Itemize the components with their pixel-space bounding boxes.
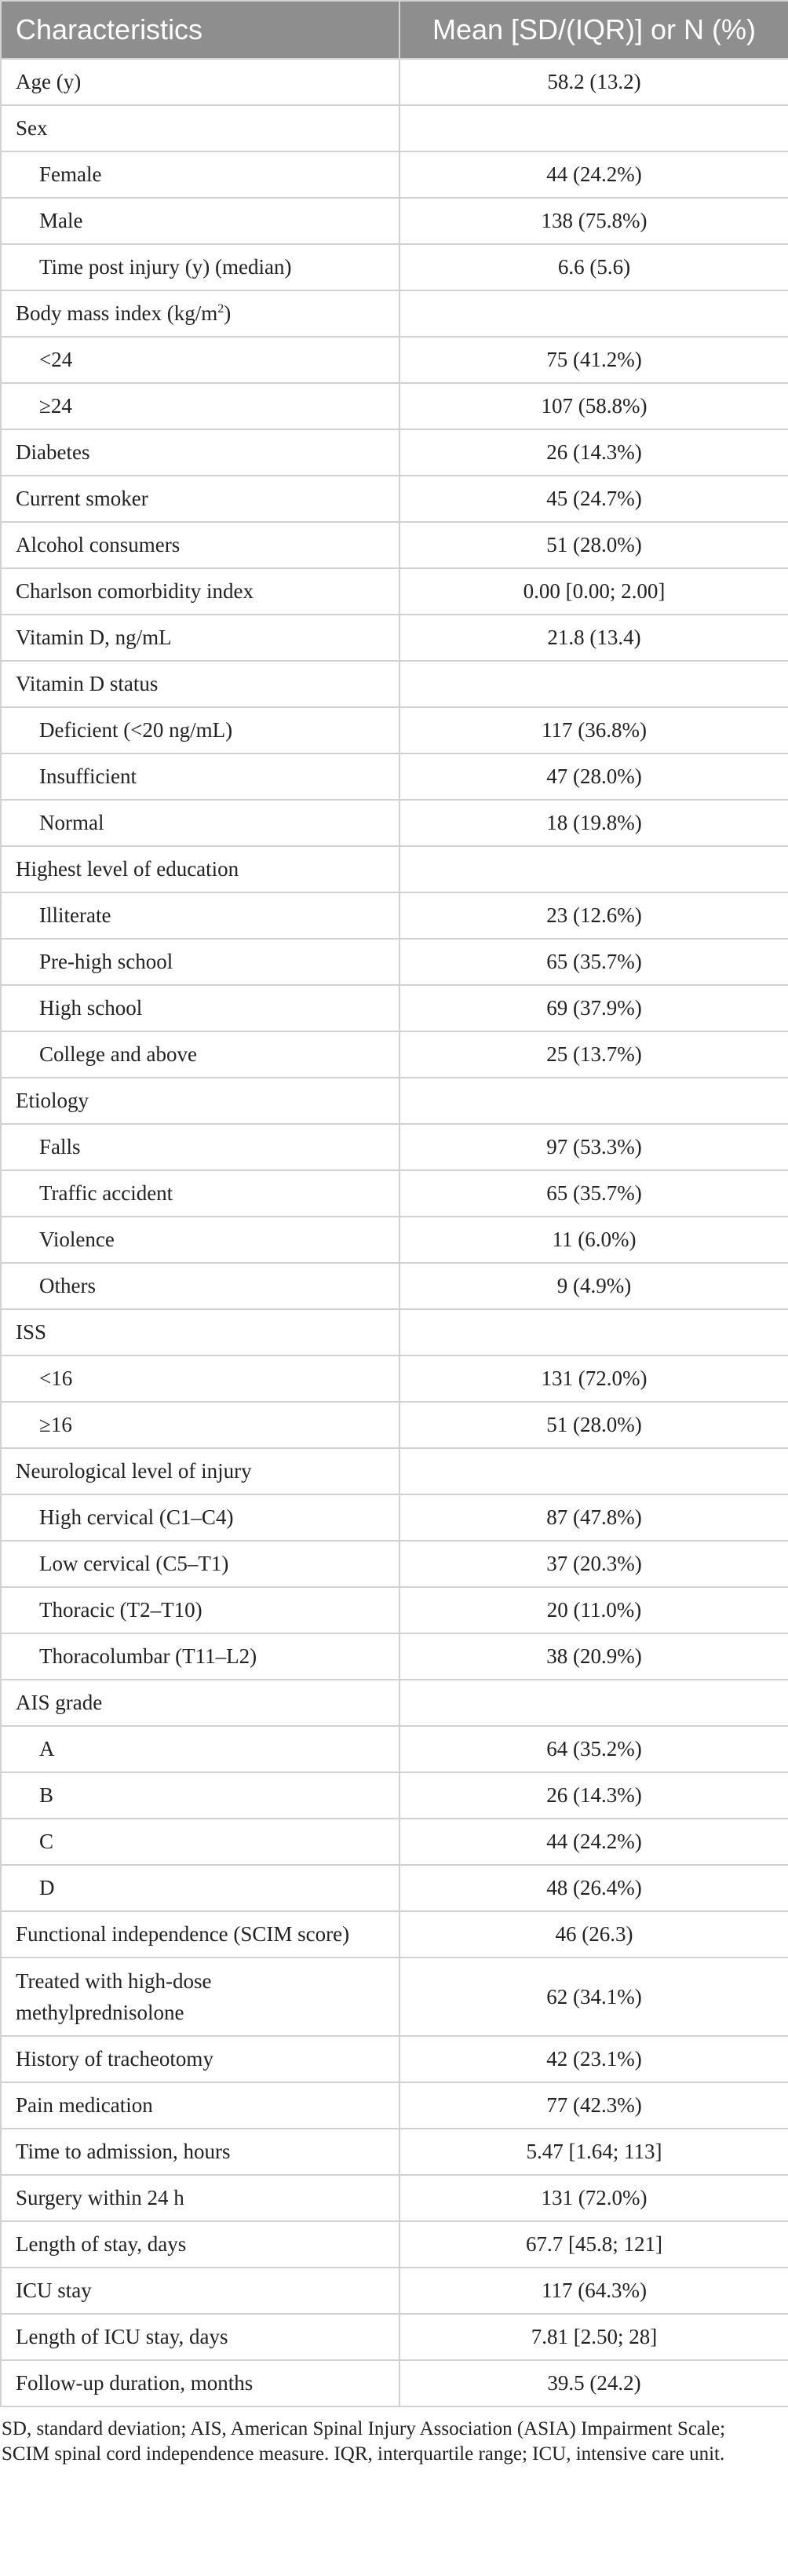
row-label: [1, 985, 399, 1031]
table-row: [1, 105, 788, 151]
row-label-text: Thoracolumbar (T11–L2): [39, 1644, 257, 1668]
row-label-text: ISS: [16, 1320, 47, 1344]
table-row: [1, 476, 788, 522]
row-value: 77 (42.3%): [399, 2082, 788, 2129]
row-value: 51 (28.0%): [399, 1402, 788, 1448]
row-value: 64 (35.2%): [399, 1726, 788, 1772]
table-row: [1, 1217, 788, 1263]
footnote-line: SD, standard deviation; AIS, American Spinal Injury Association (ASIA) Impairment Scale;: [2, 2418, 726, 2439]
table-row: [1, 1448, 788, 1494]
row-value: 18 (19.8%): [399, 800, 788, 846]
row-label-text: Alcohol consumers: [16, 533, 181, 556]
row-label: [1, 2221, 399, 2268]
table-row: [1, 1031, 788, 1078]
row-label: [1, 846, 399, 892]
row-label-text: Etiology: [16, 1089, 89, 1112]
table-row: [1, 59, 788, 105]
table-row: [1, 1587, 788, 1633]
row-label-text: Treated with high-dose methylprednisolone: [16, 1969, 212, 2024]
row-label: [1, 1680, 399, 1726]
row-label: [1, 1078, 399, 1124]
table-row: [1, 1309, 788, 1356]
row-label: [1, 1865, 399, 1911]
table-row: [1, 2036, 788, 2082]
table-row: [1, 151, 788, 198]
row-label: [1, 753, 399, 800]
row-label-text: Pain medication: [16, 2093, 153, 2117]
row-label-text: A: [39, 1737, 55, 1761]
row-value: 44 (24.2%): [399, 151, 788, 198]
row-value: 47 (28.0%): [399, 753, 788, 800]
table-row: [1, 2314, 788, 2360]
row-value: 107 (58.8%): [399, 383, 788, 429]
row-label: [1, 1031, 399, 1078]
row-value: 42 (23.1%): [399, 2036, 788, 2082]
row-label: [1, 476, 399, 522]
table-row: [1, 892, 788, 939]
table-row: [1, 1170, 788, 1217]
row-label: [1, 59, 399, 105]
row-label: [1, 1772, 399, 1819]
row-label: [1, 1819, 399, 1865]
row-value: 20 (11.0%): [399, 1587, 788, 1633]
row-label-text: D: [39, 1876, 55, 1899]
table-row: [1, 1402, 788, 1448]
row-label-text: <24: [39, 348, 73, 371]
row-label-text: History of tracheotomy: [16, 2047, 213, 2071]
table-footnote: [0, 2407, 788, 2467]
row-value: [399, 1309, 788, 1356]
row-label: [1, 1448, 399, 1494]
table-body: [1, 59, 788, 2406]
footnote-line: SCIM spinal cord independence measure. IQR, interquartile range; ICU, intensive care unit.: [2, 2443, 725, 2465]
row-value: 38 (20.9%): [399, 1633, 788, 1680]
row-label-text: Low cervical (C5–T1): [39, 1552, 229, 1575]
row-label: [1, 198, 399, 244]
table-row: [1, 2082, 788, 2129]
row-label-text: Vitamin D, ng/mL: [16, 626, 172, 649]
row-value: 67.7 [45.8; 121]: [399, 2221, 788, 2268]
row-value: 131 (72.0%): [399, 2175, 788, 2221]
table-row: [1, 1124, 788, 1170]
row-value: [399, 1680, 788, 1726]
table-row: [1, 1078, 788, 1124]
row-value: 75 (41.2%): [399, 337, 788, 383]
row-label: [1, 1309, 399, 1356]
row-label: [1, 1494, 399, 1541]
table-row: [1, 429, 788, 476]
row-label-text: High school: [39, 996, 143, 1020]
row-label-text: AIS grade: [16, 1691, 103, 1714]
row-label: [1, 522, 399, 568]
header-characteristics: Characteristics: [1, 1, 399, 59]
row-label: [1, 290, 399, 337]
table-row: [1, 2129, 788, 2175]
row-value: 25 (13.7%): [399, 1031, 788, 1078]
row-label-text: Thoracic (T2–T10): [39, 1598, 202, 1622]
row-label: [1, 151, 399, 198]
row-label-text: C: [39, 1830, 54, 1853]
row-label: [1, 615, 399, 661]
table-row: [1, 290, 788, 337]
row-value: 45 (24.7%): [399, 476, 788, 522]
row-value: 58.2 (13.2): [399, 59, 788, 105]
row-value: 97 (53.3%): [399, 1124, 788, 1170]
row-label: [1, 2268, 399, 2314]
table-row: [1, 1633, 788, 1680]
table-row: [1, 198, 788, 244]
table-row: [1, 337, 788, 383]
row-label-text: Current smoker: [16, 487, 148, 510]
table-row: [1, 615, 788, 661]
row-label: [1, 1958, 399, 2036]
row-label: [1, 2082, 399, 2129]
row-label: [1, 1633, 399, 1680]
row-value: 0.00 [0.00; 2.00]: [399, 568, 788, 615]
table-row: [1, 846, 788, 892]
table-row: [1, 1819, 788, 1865]
row-label: [1, 892, 399, 939]
row-value: 62 (34.1%): [399, 1958, 788, 2036]
row-label: [1, 1170, 399, 1217]
row-label: [1, 1356, 399, 1402]
row-label: [1, 1402, 399, 1448]
row-label-text: Time to admission, hours: [16, 2140, 231, 2163]
row-label-text: Length of ICU stay, days: [16, 2325, 228, 2348]
row-label-text: Neurological level of injury: [16, 1459, 252, 1483]
row-label-text: <16: [39, 1366, 73, 1390]
row-value: 39.5 (24.2): [399, 2360, 788, 2406]
row-value: [399, 105, 788, 151]
row-value: 117 (36.8%): [399, 707, 788, 753]
table-row: [1, 753, 788, 800]
row-value: 7.81 [2.50; 28]: [399, 2314, 788, 2360]
row-label-text: Functional independence (SCIM score): [16, 1922, 350, 1946]
table-row: [1, 1958, 788, 2036]
row-label-text: Age (y): [16, 70, 82, 93]
row-label: [1, 383, 399, 429]
row-label: [1, 1124, 399, 1170]
table-row: [1, 1680, 788, 1726]
row-label-text: Body mass index (kg/m: [16, 301, 218, 325]
table-row: [1, 1772, 788, 1819]
row-label-text: Vitamin D status: [16, 672, 159, 695]
row-label-text: B: [39, 1783, 54, 1807]
row-label: [1, 337, 399, 383]
row-value: [399, 1078, 788, 1124]
row-value: 44 (24.2%): [399, 1819, 788, 1865]
row-value: 6.6 (5.6): [399, 244, 788, 290]
table-row: [1, 2221, 788, 2268]
row-value: 37 (20.3%): [399, 1541, 788, 1587]
row-label-text: Highest level of education: [16, 857, 239, 881]
row-value: 23 (12.6%): [399, 892, 788, 939]
row-value: 21.8 (13.4): [399, 615, 788, 661]
row-value: [399, 846, 788, 892]
row-value: 69 (37.9%): [399, 985, 788, 1031]
row-label: [1, 661, 399, 707]
table-row: [1, 707, 788, 753]
row-label-text: Charlson comorbidity index: [16, 579, 254, 603]
row-label-text: High cervical (C1–C4): [39, 1505, 234, 1529]
row-label-text: College and above: [39, 1042, 197, 1066]
row-label-text: Follow-up duration, months: [16, 2371, 254, 2395]
table-row: [1, 1911, 788, 1958]
table-row: [1, 1541, 788, 1587]
row-value: [399, 661, 788, 707]
table-row: [1, 2268, 788, 2314]
row-label-text: Normal: [39, 811, 104, 834]
row-value: 11 (6.0%): [399, 1217, 788, 1263]
row-label: [1, 939, 399, 985]
row-label: [1, 2036, 399, 2082]
row-value: 48 (26.4%): [399, 1865, 788, 1911]
row-label-text: Pre-high school: [39, 950, 173, 973]
row-label-text: Violence: [39, 1228, 115, 1251]
row-value: 9 (4.9%): [399, 1263, 788, 1309]
row-label-text: ≥24: [39, 394, 72, 418]
row-value: 117 (64.3%): [399, 2268, 788, 2314]
row-label-text: ICU stay: [16, 2279, 92, 2302]
row-label: [1, 429, 399, 476]
table-header-row: [1, 1, 788, 59]
row-label: [1, 1541, 399, 1587]
row-label: [1, 244, 399, 290]
row-value: 46 (26.3): [399, 1911, 788, 1958]
header-mean-sd-iqr-n: Mean [SD/(IQR)] or N (%): [399, 1, 788, 59]
row-label: [1, 568, 399, 615]
table-row: [1, 2360, 788, 2406]
table-row: [1, 522, 788, 568]
row-label: [1, 2314, 399, 2360]
row-label-text: ≥16: [39, 1413, 72, 1436]
row-value: [399, 290, 788, 337]
row-label: [1, 707, 399, 753]
table-row: [1, 1356, 788, 1402]
row-label-text: Insufficient: [39, 764, 137, 788]
row-label: [1, 1911, 399, 1958]
table-row: [1, 1263, 788, 1309]
row-value: 65 (35.7%): [399, 1170, 788, 1217]
row-label: [1, 2129, 399, 2175]
table-row: [1, 1726, 788, 1772]
table-row: [1, 800, 788, 846]
row-label-superscript: 2: [217, 302, 224, 316]
row-label-text: Illiterate: [39, 903, 111, 927]
row-label-text: Time post injury (y) (median): [39, 255, 292, 279]
row-label-text: Male: [39, 209, 83, 232]
table-row: [1, 2175, 788, 2221]
row-label-text: Sex: [16, 116, 48, 140]
row-label: [1, 800, 399, 846]
row-label-text: Surgery within 24 h: [16, 2186, 184, 2209]
row-value: 87 (47.8%): [399, 1494, 788, 1541]
row-label-suffix: ): [224, 301, 232, 325]
row-value: 65 (35.7%): [399, 939, 788, 985]
table-row: [1, 568, 788, 615]
row-value: 26 (14.3%): [399, 1772, 788, 1819]
row-label: [1, 2360, 399, 2406]
row-label-text: Length of stay, days: [16, 2232, 187, 2256]
row-value: [399, 1448, 788, 1494]
table-row: [1, 383, 788, 429]
row-label: [1, 1726, 399, 1772]
table-row: [1, 244, 788, 290]
row-value: 138 (75.8%): [399, 198, 788, 244]
row-value: 5.47 [1.64; 113]: [399, 2129, 788, 2175]
row-label-text: Female: [39, 162, 102, 186]
row-label-text: Traffic accident: [39, 1181, 173, 1205]
row-label-text: Others: [39, 1274, 96, 1297]
row-label: [1, 105, 399, 151]
row-value: 51 (28.0%): [399, 522, 788, 568]
row-label-text: Falls: [39, 1135, 81, 1158]
row-label: [1, 1587, 399, 1633]
table-row: [1, 1494, 788, 1541]
row-label: [1, 2175, 399, 2221]
table-row: [1, 1865, 788, 1911]
row-label-text: Diabetes: [16, 440, 90, 464]
row-value: 26 (14.3%): [399, 429, 788, 476]
row-value: 131 (72.0%): [399, 1356, 788, 1402]
row-label: [1, 1263, 399, 1309]
table-row: [1, 985, 788, 1031]
table-row: [1, 661, 788, 707]
row-label-text: Deficient (<20 ng/mL): [39, 718, 233, 742]
table-row: [1, 939, 788, 985]
row-label: [1, 1217, 399, 1263]
